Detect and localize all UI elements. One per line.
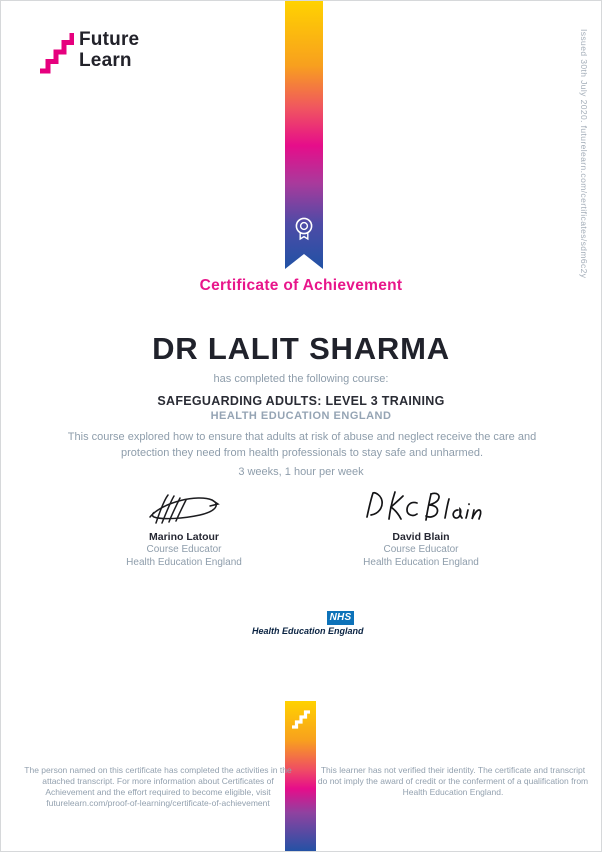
signature-david-blain xyxy=(359,487,483,529)
signatory-block-1 xyxy=(94,487,274,569)
signatory-role: Course Educator xyxy=(383,544,459,555)
signatory-organisation: Health Education England xyxy=(126,556,242,568)
course-provider: HEALTH EDUCATION ENGLAND xyxy=(210,410,392,422)
course-description: This course explored how to ensure that adults at risk of abuse and neglect receive the care and protection they need from health professionals to stay safe and unharmed. xyxy=(67,431,537,459)
footer-transcript-note: The person named on this certificate has completed the activities in the attached transcript. For more information about Certificates of Achievement and the effort required to become eligible, visit futurelearn.com/proof-of-learning/certificate-of-achievement xyxy=(24,765,292,808)
signatory-organisation: Health Education England xyxy=(363,556,479,568)
footer-identity-note: This learner has not verified their identity. The certificate and transcript do not imply the award of credit or the conferment of a qualification from Health Education England. xyxy=(317,765,589,797)
nhs-organisation-name: Health Education England xyxy=(252,626,364,636)
certificate-heading: Certificate of Achievement xyxy=(199,277,403,294)
signatory-name: David Blain xyxy=(392,531,450,543)
issued-date-url: Issued 30th July 2020. futurelearn.com/certificates/sdm6c2y xyxy=(579,29,589,279)
completion-line: has completed the following course: xyxy=(213,373,389,385)
futurelearn-steps-icon xyxy=(38,28,74,79)
futurelearn-wordmark xyxy=(79,29,139,71)
signatory-block-2 xyxy=(331,487,511,569)
nhs-hee-logo xyxy=(252,607,364,636)
recipient-name: DR LALIT SHARMA xyxy=(152,331,450,366)
futurelearn-logo xyxy=(38,28,139,79)
signatory-role: Course Educator xyxy=(146,544,222,555)
medal-icon xyxy=(292,216,316,249)
logo-line2: Learn xyxy=(79,50,132,71)
signatory-name: Marino Latour xyxy=(149,531,219,543)
signature-marino-latour xyxy=(132,487,236,529)
course-title: SAFEGUARDING ADULTS: LEVEL 3 TRAINING xyxy=(157,394,445,408)
gradient-ribbon-top xyxy=(285,1,323,269)
steps-icon xyxy=(290,708,312,735)
nhs-logo: NHS xyxy=(327,611,354,625)
course-duration: 3 weeks, 1 hour per week xyxy=(238,466,364,478)
logo-line1: Future xyxy=(79,29,140,50)
